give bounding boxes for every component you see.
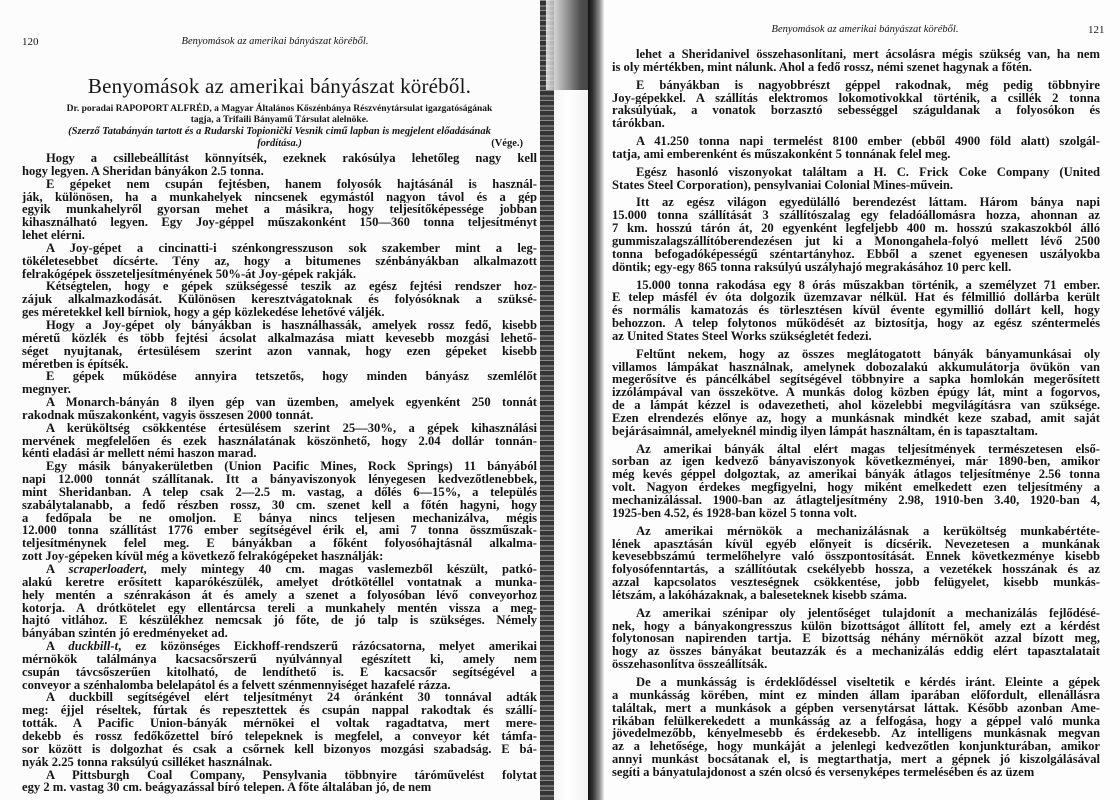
text-line: tárókban. xyxy=(612,117,665,131)
paragraph xyxy=(22,178,537,242)
text-line: alakú keretre erősített kaparókészülék, amelyet drótkötéllel vontatnak a munka- xyxy=(22,575,537,589)
note-line-1: (Szerző Tatabányán tartott és a Rudarski Topionički Vesnik cimű lapban is megjelent előadásának xyxy=(68,126,491,137)
text-line: még kevés géppel dolgoztak, az amerikai bányák átlagos teljesítménye 2.56 tonna xyxy=(612,468,1100,482)
paragraph xyxy=(612,166,1100,192)
paragraph xyxy=(612,348,1100,438)
text-line: izzólámpával van összekötve. A munkás dolog közben épúgy lát, mint a fogorvos, xyxy=(612,386,1100,400)
text-line: Feltűnt nekem, hogy az összes meglátogatott bányák bányamunkásai oly xyxy=(636,347,1100,361)
running-head: Benyomások az amerikai bányászat köréből. xyxy=(181,36,369,47)
paragraph xyxy=(22,319,537,370)
left-body-text xyxy=(22,152,537,794)
text-line: mervének megfelelően és ezek használatának köszönhető, hogy 2.04 dollár tonnán- xyxy=(22,434,537,448)
text-line: hajtó vitlához. E készülékhez nemcsak jó főte, de jó talp is szükséges. Némely xyxy=(22,614,537,628)
text-line: tották. A Pacific Union-bányák mérnökei el voltak ragadtatva, mert mere- xyxy=(22,717,537,730)
text-line: a fedőpala be ne omoljon. E bánya nincs teljesen mechanizálva, mégis xyxy=(22,511,537,525)
text-line: E gépeket nem csupán fejtésben, hanem folyosók hajtásánál is használ- xyxy=(46,177,537,191)
text-line: rikában felülkerekedett a munkásság az a felfogása, hogy a géppel való munka xyxy=(612,714,1100,728)
text-line: hely mentén a szénrakáson át és amely a szenet a folyosóban lévő conveyorhoz xyxy=(22,588,537,602)
text-line: folyosófenntartás, a szállítóutak csekélyebb hossza, a vezetékek hosszának és az xyxy=(612,563,1100,577)
text-line: kénti eladási ár mellett némi haszon marad. xyxy=(22,447,257,461)
text-line: 15.000 tonna szállítását 3 szállítószalag egy feladóállomásra hozza, ahonnan az xyxy=(612,209,1100,223)
author-line-1: Dr. poradai RAPOPORT ALFRÉD, a Magyar Általános Kőszénbánya Részvénytársulat igazgatóságának xyxy=(66,104,493,114)
text-line: Kétségtelen, hogy e gépek szükségessé teszik az egész fejtési rendszer hoz- xyxy=(46,280,537,294)
text-line: conveyor a szénhalomba belelapátol és a felvett szénmennyiséget hazafelé rázza. xyxy=(22,678,451,692)
text-line: ják, különösen, ha a munkahelyek nincsenek egymástól nagyon távol és a gép xyxy=(22,190,537,204)
paragraph xyxy=(612,279,1100,343)
text-line: egyik munkahelyről gyorsan mehet a másikra, hogy teljesítőképessége jobban xyxy=(22,203,537,217)
text-line: felrakógépek összeteljesítményének 50%-át Joy-gépek rakják. xyxy=(22,267,357,281)
text-line: Az amerikai mérnökök a mechanizálásnak a kerüköltség munkabértéte- xyxy=(636,524,1100,538)
text-line: folytonosan napirenden tartja. E bizottság néhány mérnököt azzal bízott meg, xyxy=(612,632,1100,646)
paragraph xyxy=(612,79,1100,130)
paragraph xyxy=(612,196,1100,273)
text-line: E bányákban is nagyobbrészt géppel rakodnak, még pedig többnyire xyxy=(636,78,1100,92)
text-line: bányában szintén jó eredményeket ad. xyxy=(22,627,228,641)
text-line: kotorja. A drótkötelet egy ellentárcsa tereli a munkahely mentén vissza a meg- xyxy=(22,601,537,615)
text-segment: A xyxy=(46,640,69,653)
text-line: kevesebbszámú termelőhelyre való összpontosítását. Ennek következménye kisebb xyxy=(612,550,1100,564)
text-line: egy 2 m. vastag 30 cm. beágyazással bíró telepen. A főte általában jó, de nem xyxy=(22,781,432,795)
text-line: villamos lámpákat használnak, amelynek dobozalakú akkumulátorja övükön van xyxy=(612,360,1100,374)
text-line: de a lámpát kézzel is odavezetheti, ahol közelebbi megvilágításra van szüksége. xyxy=(612,399,1100,412)
text-line: lének apasztásán kívül egyéb előnyeit is dícsérik. Nevezetesen a munkának xyxy=(612,537,1100,551)
text-line: segíti a bányatulajdonost a szén olcsó és versenyképes termelésében és az üzem xyxy=(612,765,1035,779)
paragraph xyxy=(612,676,1100,779)
left-page-edge-shadow xyxy=(540,0,554,800)
text-line: Egész hasonló viszonyokat találtam a H. C. Frick Coke Company (United xyxy=(636,165,1100,179)
text-line: 1925-ben 4.52, és 1928-ban közel 5 tonna volt. xyxy=(612,506,857,520)
paragraph xyxy=(22,640,537,691)
text-line: ges méretekkel kell bírniok, hogy a gép közlekedése lehetővé váljék. xyxy=(22,306,385,319)
text-line: mint Sheridanban. A telep csak 2—2.5 m. vastag, a dőlés 6—15%, a település xyxy=(22,485,537,499)
text-line: zájuk alkalmazkodását. Különösen keresztvágatoknak és folyósóknak a szüksé- xyxy=(22,293,537,307)
text-line: dekebb és rossz fedőkőzettel bíró telepeknek is megfelel, a conveyor két támfa- xyxy=(22,729,537,743)
paragraph xyxy=(22,242,537,281)
author-line xyxy=(22,104,537,126)
text-line: méretben is építsék. xyxy=(22,357,129,371)
gutter xyxy=(554,0,590,800)
text-line: Itt az egész világon egyedülálló berendezést láttam. Három bánya napi xyxy=(636,196,1100,210)
text-line: zott Joy-gépeken kívül még a következő felrakógépeket használják: xyxy=(22,550,384,563)
text-line: megnyer. xyxy=(22,383,71,397)
text-line: csupán távcsőszerűen kitolható, de lendíthető is. E kacsacsőr segítségével a xyxy=(22,665,537,679)
paragraph xyxy=(22,460,537,563)
text-line: Hogy a Joy-gépet oly bányákban is használhassák, amelyek rossz fedő, kisebb xyxy=(46,318,537,332)
paragraph xyxy=(22,563,537,640)
paragraph xyxy=(22,422,537,461)
paragraph xyxy=(612,525,1100,602)
paragraph xyxy=(612,135,1100,161)
paragraph xyxy=(22,396,537,422)
text-line: az a lehetősége, hogy munkáját a jelenlegi kedvezőtlen konjunkturában, amikor xyxy=(612,740,1100,754)
text-line: az United States Steel Works szükségletét fedezi. xyxy=(612,329,872,343)
text-line: Egy másik bányakerületben (Union Pacific Mines, Rock Springs) 11 bányából xyxy=(46,460,537,474)
text-line: Joy-gépekkel. A szállítás elektromos lokomotivokkal történik, a csillék 2 tonna xyxy=(612,91,1100,105)
text-line: hogy legyen. A Sheridan bányákon 2.5 tonna. xyxy=(22,164,264,178)
text-line: A kerüköltség csökkentése értesülésem szerint 25—30%, a gépek kihasználási xyxy=(46,421,537,435)
text-line: 15.000 tonna rakodása egy 8 órás műszakban történik, a személyzet 71 ember. xyxy=(636,278,1100,292)
text-line: a munkásság körében, mint ez minden állam iparában előfordult, ellenállásra xyxy=(612,688,1100,702)
text-line: tonna befogadóképességű széntartányhoz. Ebből a szenet egyenesen uszályokba xyxy=(612,247,1100,261)
text-line: összehasonlítva összeállítsák. xyxy=(612,658,768,671)
author-line-2: tagja, a Trifaili Bányamű Társulat alelnöke. xyxy=(190,115,369,125)
paragraph xyxy=(22,691,537,768)
text-line: és normális kamatozás és törlesztésen kívül évente egymillió dollárt kell, hogy xyxy=(612,304,1100,318)
text-line xyxy=(22,563,537,576)
text-line: rakodnak műszakonként, vagyis összesen 2000 tonnát. xyxy=(22,408,314,422)
text-line: A Pittsburgh Coal Company, Pensylvania többnyire táróművelést folytat xyxy=(46,768,537,782)
page-number: 120 xyxy=(22,36,39,48)
paragraph xyxy=(612,48,1100,74)
text-segment: , ez közönséges Eickhoff-rendszerű rázócsatorna, melyet amerikai xyxy=(118,640,537,653)
text-line: lehet a Sheridanivel összehasonlítani, mert ácsolásra mégis szükség van, ha nem xyxy=(636,48,1100,61)
text-line: A duckbill segítségével elért teljesítményt 24 óránként 30 tonnával adták xyxy=(46,691,537,705)
text-line: döntik; egy-egy 865 tonna raksúlyú uszályhajó megrakásához 10 perc kell. xyxy=(612,260,1012,274)
note-line-2: fordítása.) xyxy=(257,138,302,149)
italic-term: duckbill-t xyxy=(68,640,119,653)
paragraph xyxy=(22,280,537,319)
text-line: létszám, a lakóházaknak, a baleseteknek kisebb száma. xyxy=(612,588,907,602)
text-line: Az amerikai szénipar oly jelentőséget tulajdonít a mechanizálás fejlődésé- xyxy=(636,606,1100,620)
text-line: raksúlyúak, a vonatok borzasztó sebességgel száguldanak a folyosókon és xyxy=(612,104,1100,118)
paragraph xyxy=(612,607,1100,671)
article-title: Benyomások az amerikai bányászat köréből. xyxy=(87,74,472,98)
left-page xyxy=(0,0,548,800)
text-line: tatja, ami emberenként és műszakonként 5 tonnának felel meg. xyxy=(612,147,951,161)
text-line: nek, hogy a bányakongresszus külön bizottságot állított fel, amely ezt a kérdést xyxy=(612,619,1100,633)
text-line: De a munkásság is érdeklődéssel viseltetik e kérdés iránt. Eleinte a gépek xyxy=(636,675,1100,689)
italic-term: scraperloadert xyxy=(68,563,144,576)
text-line: States Steel Corporation), pensylvaniai Colonial Mines-művein. xyxy=(612,178,954,192)
note-line-2-wrap xyxy=(22,138,537,150)
text-line: A Monarch-bányán 8 ilyen gép van üzemben, amelyek egyenként 250 tonnát xyxy=(46,396,537,409)
text-line: A 41.250 tonna napi termelést 8100 ember (ebből 4900 föld alatt) szolgál- xyxy=(636,135,1100,148)
text-line: 7 km. hosszú tárón át, 20 egyenként legfeljebb 400 m. hosszú szakaszokból álló xyxy=(612,222,1100,235)
text-line: E telep másfél év óta dolgozik üzemzavar nélkül. Hat és félmillió dollárba került xyxy=(612,291,1100,305)
text-line xyxy=(22,640,537,653)
right-body-text xyxy=(612,48,1100,784)
text-line: hogy az összes bányákat beutazzák és a mechanizálás eddig elért tapasztalatait xyxy=(612,645,1100,659)
text-line: E gépek működése annyira tetszetős, hogy minden bányász szemlélőt xyxy=(46,370,537,384)
paragraph xyxy=(22,769,537,795)
text-line: sorban az igen kedvező bányaviszonyok következményei, már 1890-ben, amikor xyxy=(612,455,1100,469)
text-line: mérnökök találmánya kacsacsőrszerű nyúlvánnyal egészített ki, amely nem xyxy=(22,652,537,666)
translation-note xyxy=(22,126,537,150)
text-line: jövedelmezőbb, kényelmesebb és érdekesebb. Az intelligens munkásnak megvan xyxy=(612,727,1100,741)
text-line: kihasználható legyen. Egy Joy-géppel műszakonként 150—360 tonna teljesítményt xyxy=(22,216,537,230)
page-number: 121 xyxy=(1088,24,1105,36)
running-head: Benyomások az amerikai bányászat köréből. xyxy=(771,24,959,35)
paragraph xyxy=(612,443,1100,520)
text-line: nyák 2.25 tonna raksúlyú csilléket használnak. xyxy=(22,755,273,769)
paragraph xyxy=(22,152,537,178)
text-line: megerősítve és páncélkábel segítségével többnyire a sapka homlokán megerősített xyxy=(612,373,1100,387)
text-line: Hogy a csillebeállítást könnyítsék, ezeknek rakósúlya lehetőleg nagy kell xyxy=(46,152,537,165)
text-line: lehet elérni. xyxy=(22,229,85,242)
text-line: 12.000 tonna szállítást 1776 ember segítségével érik el, ami 7 tonna összműszak- xyxy=(22,524,537,538)
text-line: gummiszalagszállítóberendezésen jut ki a Monongahela-folyó mellett lévő 2500 xyxy=(612,234,1100,248)
text-line: teljesítménynek felel meg. E bányákban a főként folyosóhajtásnál alkalma- xyxy=(22,537,537,551)
text-line: A Joy-gépet a cincinatti-i szénkongresszuson sok szakember mint a leg- xyxy=(46,241,537,255)
text-line: is oly mértékben, mint nálunk. Ahol a fedő rossz, némi szenet hagynak a főtén. xyxy=(612,60,1032,74)
text-line: Ezen elrendezés előnye az, hogy a munkásnak mindkét keze szabad, amit saját xyxy=(612,411,1100,425)
note-end: (Vége.) xyxy=(491,138,523,149)
text-line: Az amerikai bányák által elért magas teljesítmények természetesen első- xyxy=(636,442,1100,456)
text-line: bejárásaimnál, amelyeknél mindig ilyen lámpát használtam, én is tapasztaltam. xyxy=(612,424,1038,438)
text-line: behozzon. A telep folytonos működését az biztosítja, hogy az egész széntermelés xyxy=(612,317,1100,330)
text-line: volt. Nagyon érdekes megfigyelni, hogy miként emelkedett ezen teljesítmény a xyxy=(612,481,1100,494)
text-line: meg: éjjel réseltek, fúrtak és repesztettek és csupán nappal rakodtak és szállí- xyxy=(22,704,537,718)
paragraph xyxy=(22,370,537,396)
text-line: annyi munkást bocsátanak el, is megtarthatja, mert a gépnek jó kiszolgálásával xyxy=(612,753,1100,766)
right-page-edge-shadow xyxy=(588,0,604,800)
text-line: méretű közlék és több fejtési ácsolat alkalmazása miatt kevesebb mozgási lehető- xyxy=(22,331,537,345)
text-line: sor között is dolgozhat és csak a csőrnek kell bizonyos mozgási szabadság. E bá- xyxy=(22,742,537,756)
text-line: találtak, mert a munkások a gépben versenytársat láttak. Később azonban Ame- xyxy=(612,701,1100,715)
text-line: szabálytalanabb, a fedő részben rossz, 30 cm. szenet kell a főtén hagyni, hogy xyxy=(22,498,537,512)
text-line: mechanizálással. 1900-ban az átlagteljesítmény 2.98, 1910-ben 3.40, 1920-ban 4, xyxy=(612,494,1100,507)
right-page xyxy=(600,0,1120,800)
text-segment: , mely mintegy 40 cm. magas vaslemezből készült, patkó- xyxy=(143,563,537,576)
text-line: napi 12.000 tonnát szállítanak. Itt a bányaviszonyok lényegesen kedvezőtlenebbek, xyxy=(22,473,537,486)
text-line: tökéletesebbet dícsérte. Tény az, hogy a bitumenes szénbányákban alkalmazott xyxy=(22,254,537,268)
text-line: séget nyujtanak, értesülésem szerint azon vannak, hogy ezen gépeket kisebb xyxy=(22,344,537,358)
text-segment: A xyxy=(46,563,69,576)
text-line: azzal kapcsolatos veszteségnek csökkentése, jobb felügyelet, kisebb munkás- xyxy=(612,576,1100,589)
